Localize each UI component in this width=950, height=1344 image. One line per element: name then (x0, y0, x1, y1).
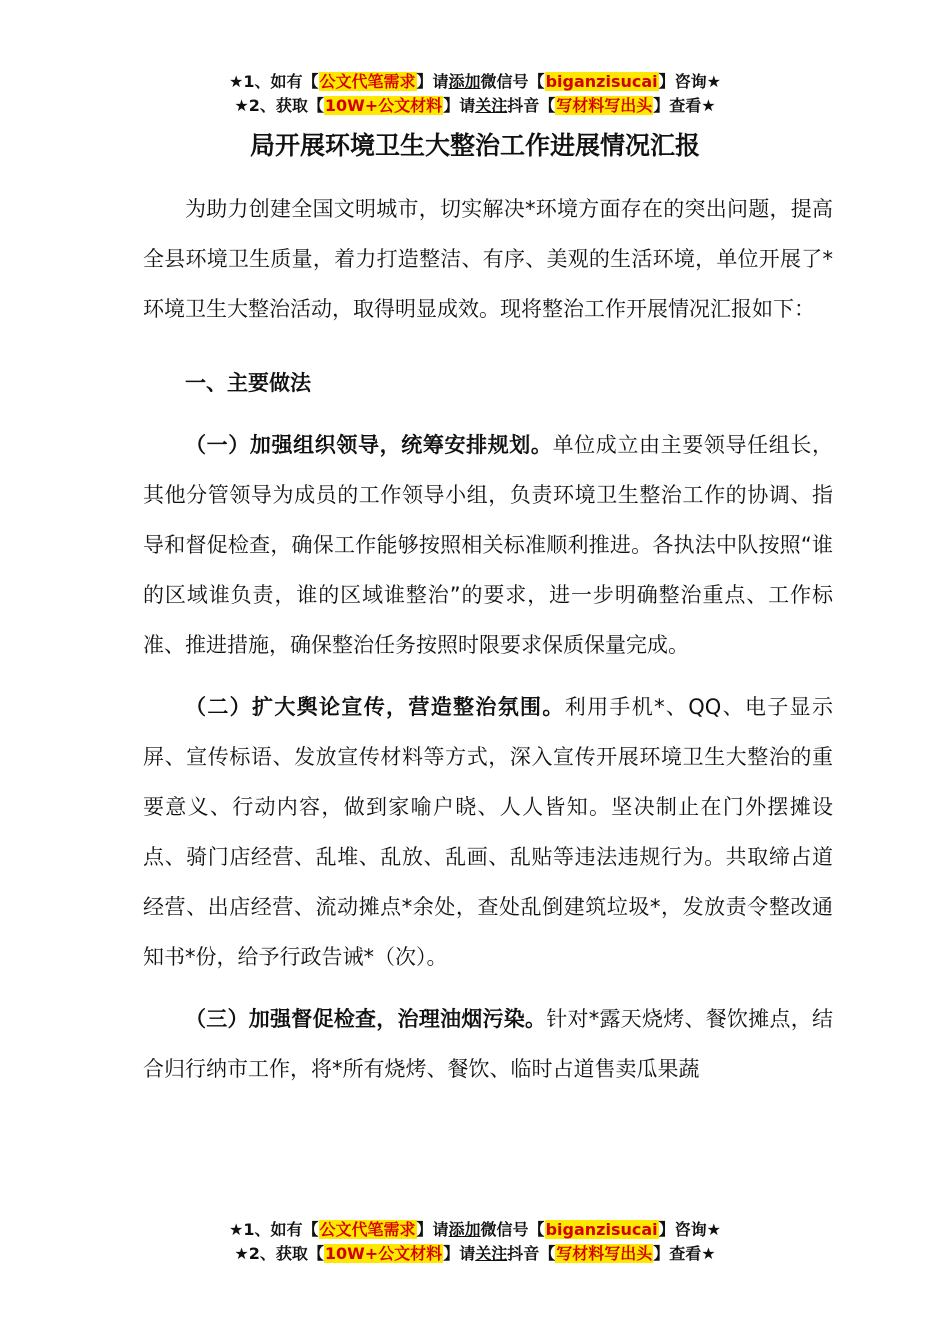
banner-line-1 (0, 70, 950, 94)
banner-highlight: biganzisucai (545, 1220, 658, 1239)
item-paragraph-1 (143, 420, 833, 670)
banner-text: 】请 (443, 1244, 476, 1263)
document-body (143, 184, 833, 1094)
banner-highlight: 写材料写出头 (556, 1244, 653, 1263)
banner-highlight: 10W+公文材料 (324, 1244, 443, 1263)
banner-line-1 (0, 1218, 950, 1242)
banner-highlight: biganzisucai (545, 72, 658, 91)
banner-text: 微信号【 (480, 1220, 545, 1239)
banner-text: 微信号【 (480, 72, 545, 91)
banner-underlined: 添加 (448, 72, 481, 91)
banner-line-2 (0, 94, 950, 118)
intro-paragraph: 为助力创建全国文明城市，切实解决*环境方面存在的突出问题，提高全县环境卫生质量，着力打造整洁、有序、美观的生活环境，单位开展了*环境卫生大整治活动，取得明显成效。现将整治工作开展情况汇报如下： (143, 197, 833, 321)
footer-banner (0, 1218, 950, 1266)
banner-highlight: 公文代笔需求 (319, 72, 416, 91)
banner-text: 】查看★ (653, 1244, 716, 1263)
item-lead: （二）扩大舆论宣传，营造整治氛围。 (185, 695, 565, 719)
banner-underlined: 关注 (475, 1244, 508, 1263)
banner-text: 】请 (416, 72, 449, 91)
item-paragraph-2 (143, 682, 833, 982)
item-text: 利用手机*、QQ、电子显示屏、宣传标语、发放宣传材料等方式，深入宣传开展环境卫生大整治的重要意义、行动内容，做到家喻户晓、人人皆知。坚决制止在门外摆摊设点、骑门店经营、乱堆、乱放、乱画、乱贴等违法违规行为。共取缔占道经营、出店经营、流动摊点*余处，查处乱倒建筑垃圾*，发放责令整改通知书*份，给予行政告诫*（次）。 (143, 695, 833, 969)
banner-text: 】咨询★ (658, 72, 721, 91)
document-title: 局开展环境卫生大整治工作进展情况汇报 (249, 131, 700, 160)
banner-underlined: 关注 (475, 96, 508, 115)
banner-text: ★2、获取【 (234, 96, 324, 115)
item-lead: （一）加强组织领导，统筹安排规划。 (185, 433, 553, 457)
header-banner (0, 70, 950, 118)
banner-text: 】查看★ (653, 96, 716, 115)
item-text: 针对*露天烧烤、餐饮摊点，结合归行纳市工作，将*所有烧烤、餐饮、临时占道售卖瓜果蔬 (143, 1007, 833, 1081)
banner-text: ★2、获取【 (234, 1244, 324, 1263)
section-heading: 一、主要做法 (185, 371, 311, 395)
banner-text: ★1、如有【 (229, 1220, 319, 1239)
banner-text: 抖音【 (507, 1244, 556, 1263)
banner-text: 】咨询★ (658, 1220, 721, 1239)
banner-underlined: 添加 (448, 1220, 481, 1239)
banner-text: 】请 (443, 96, 476, 115)
banner-line-2 (0, 1242, 950, 1266)
banner-highlight: 公文代笔需求 (319, 1220, 416, 1239)
item-text: 单位成立由主要领导任组长，其他分管领导为成员的工作领导小组，负责环境卫生整治工作的协调、指导和督促检查，确保工作能够按照相关标准顺利推进。各执法中队按照“谁的区域谁负责，谁的区域谁整治”的要求，进一步明确整治重点、工作标准、推进措施，确保整治任务按照时限要求保质保量完成。 (143, 433, 834, 657)
item-paragraph-3 (143, 994, 833, 1094)
banner-highlight: 10W+公文材料 (324, 96, 443, 115)
item-lead: （三）加强督促检查，治理油烟污染。 (185, 1007, 547, 1031)
banner-highlight: 写材料写出头 (556, 96, 653, 115)
banner-text: ★1、如有【 (229, 72, 319, 91)
banner-text: 】请 (416, 1220, 449, 1239)
banner-text: 抖音【 (507, 96, 556, 115)
